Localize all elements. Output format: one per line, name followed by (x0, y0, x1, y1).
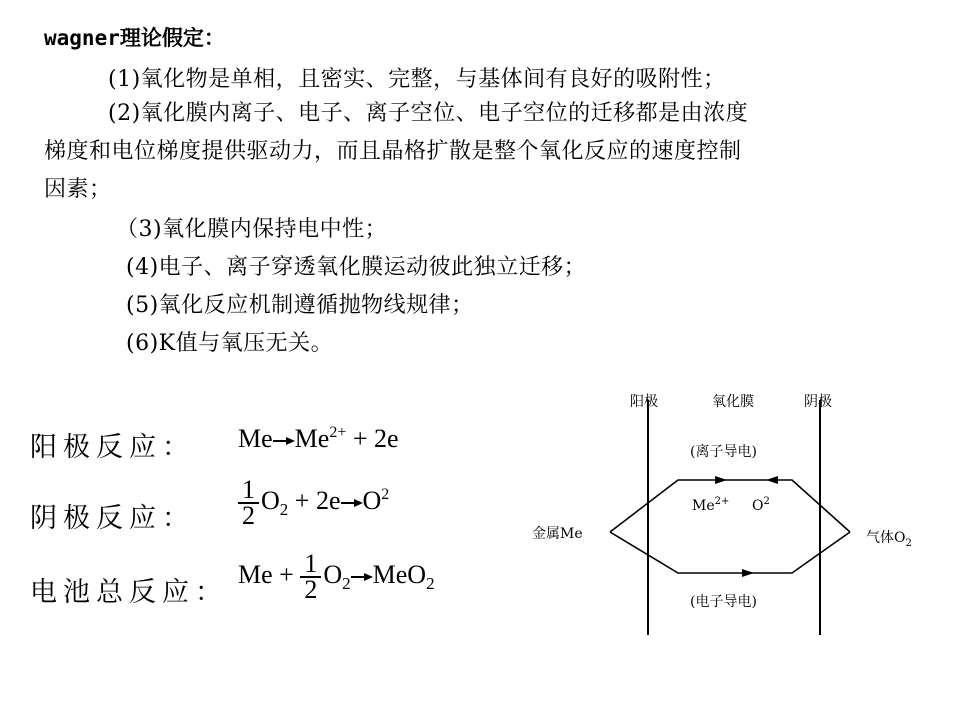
me-symbol: Me (238, 424, 273, 453)
total-reaction-equation (238, 549, 435, 604)
me-symbol: Me (238, 559, 273, 589)
electronic-path (610, 532, 850, 573)
fraction-denominator: 2 (304, 575, 318, 604)
meo-symbol: MeO (372, 559, 427, 589)
total-reaction-label: 电池总反应： (30, 577, 228, 608)
fraction-denominator: 2 (242, 501, 255, 530)
film-label: 氧化膜 (712, 394, 754, 410)
electrons: 2e (315, 485, 341, 515)
fraction-numerator: 1 (238, 478, 259, 504)
o-symbol: O (261, 485, 280, 515)
assumption-2-line-1: (2)氧化膜内离子、电子、离子空位、电子空位的迁移都是由浓度 (108, 101, 749, 126)
anode-label: 阳极 (630, 394, 658, 410)
me-ion-label: $Me^{2+}$ (692, 496, 730, 514)
reaction-arrow-icon (351, 572, 373, 582)
anode-reaction-label: 阳极反应： (30, 432, 195, 463)
plus-sign: + (352, 424, 368, 453)
half-fraction (300, 549, 321, 604)
o-ion-charge: 2 (381, 485, 390, 503)
me-ion-charge: 2+ (329, 424, 347, 441)
reaction-arrow-icon (341, 498, 363, 508)
ionic-arrow-right-icon (715, 476, 727, 484)
assumption-5: (5)氧化反应机制遵循抛物线规律； (126, 293, 474, 318)
electronic-arrow-right-icon (742, 569, 754, 577)
cathode-reaction-label: 阴极反应： (30, 503, 195, 534)
o-ion-symbol: O (362, 485, 382, 515)
oxidation-cell-diagram (520, 380, 960, 640)
assumption-2-line-3: 因素； (44, 177, 112, 202)
metal-label: 金属Me (532, 526, 583, 542)
fraction-numerator: 1 (300, 552, 321, 578)
assumption-4: (4)电子、离子穿透氧化膜运动彼此独立迁移； (126, 255, 587, 280)
assumption-6: (6)K值与氧压无关。 (126, 331, 334, 356)
o-subscript: 2 (279, 499, 289, 519)
electronic-conduction-label: (电子导电) (690, 594, 757, 610)
me-ion-symbol: Me (294, 424, 330, 453)
plus-sign: + (279, 559, 294, 589)
page-title: wagner理论假定： (44, 26, 225, 50)
o-subscript: 2 (342, 573, 351, 593)
plus-sign: + (294, 485, 310, 515)
reaction-arrow-icon (273, 436, 295, 446)
assumption-2-line-2: 梯度和电位梯度提供驱动力，而且晶格扩散是整个氧化反应的速度控制 (44, 139, 742, 164)
assumption-3: （3)氧化膜内保持电中性； (116, 217, 388, 242)
o-symbol: O (323, 559, 343, 589)
ionic-path (610, 480, 850, 532)
gas-label: 气体$O_2$ (866, 530, 912, 549)
meo-subscript: 2 (426, 573, 435, 593)
half-fraction (238, 475, 259, 530)
anode-reaction-equation (238, 424, 399, 454)
cathode-label: 阴极 (804, 394, 832, 410)
o-ion-label: $O^2$ (752, 496, 770, 514)
ionic-arrow-left-icon (766, 476, 778, 484)
ionic-conduction-label: (离子导电) (690, 444, 757, 460)
electrons: 2e (374, 424, 399, 453)
cathode-reaction-equation (238, 475, 390, 530)
assumption-1: (1)氧化物是单相，且密实、完整，与基体间有良好的吸附性； (108, 67, 726, 92)
